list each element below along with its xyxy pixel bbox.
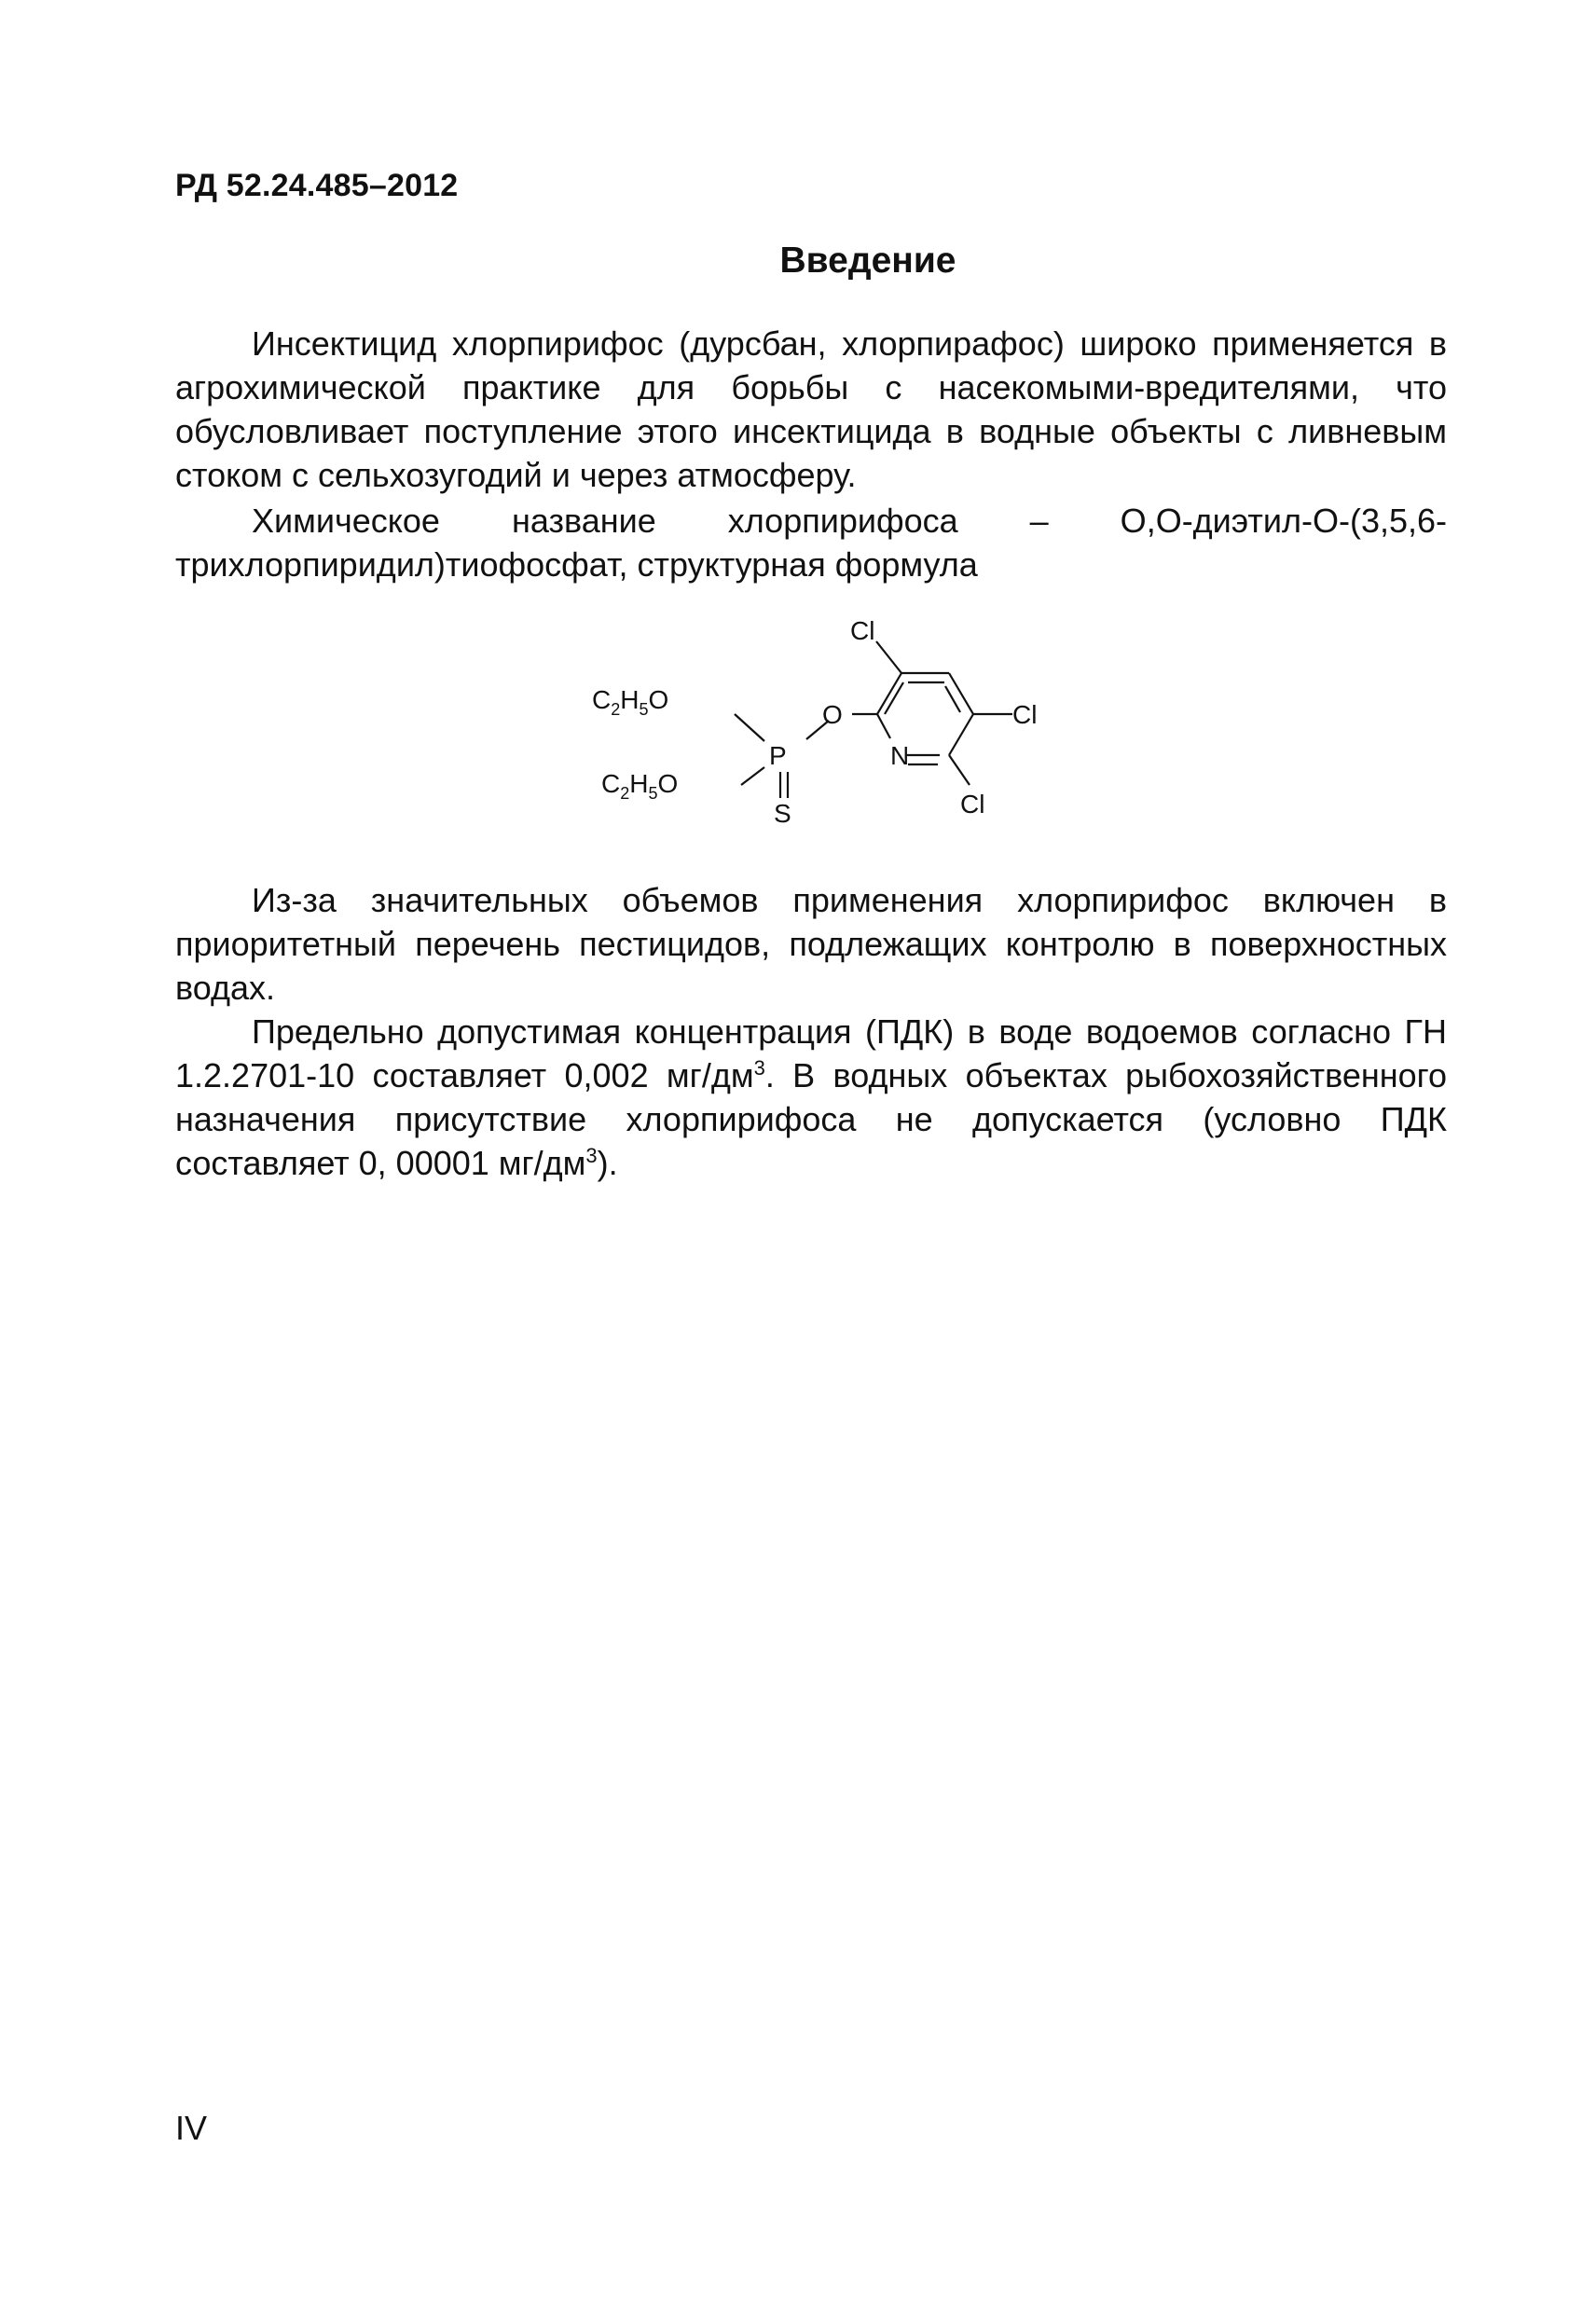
document-code: РД 52.24.485–2012: [175, 168, 459, 203]
paragraph-3: [175, 878, 1447, 1010]
page-number: IV: [175, 2109, 208, 2147]
chlorine-label: Cl: [960, 790, 985, 819]
paragraph-2-text: Химическое название хлорпирифоса – О,О-диэтил-О-(3,5,6-трихлорпиридил)тиофосфат, структурная формула: [175, 502, 1447, 584]
chlorine-label: Cl: [1012, 700, 1038, 729]
paragraph-4-text: ).: [597, 1144, 618, 1182]
paragraph-4-text: Предельно допустимая концентрация (ПДК) в воде водоемов согласно ГН 1.2.2701-10 составляет 0,002 мг/дм: [175, 1012, 1447, 1094]
bridge-oxygen-label: O: [822, 700, 843, 729]
paragraph-1: [175, 322, 1447, 497]
section-heading: Введение: [779, 241, 956, 281]
paragraph-4-text: . В водных объектах рыбохозяйственного назначения присутствие хлорпирифоса не допускается (условно ПДК составляет 0, 00001 мг/дм: [175, 1056, 1447, 1182]
superscript: 3: [753, 1056, 765, 1080]
paragraph-4: [175, 1010, 1447, 1185]
ethoxy-group-bottom: $C_2H_5O$: [601, 769, 679, 803]
paragraph-1-text: Инсектицид хлорпирифос (дурсбан, хлорпирафос) широко применяется в агрохимической практике для борьбы с насекомыми-вредителями, что обусловливает поступление этого инсектицида в водные объекты с ливневым стоком с сельхозугодий и через атмосферу.: [175, 324, 1447, 494]
superscript: 3: [585, 1144, 598, 1167]
paragraph-3-text: Из-за значительных объемов применения хлорпирифос включен в приоритетный перечень пестицидов, подлежащих контролю в поверхностных водах.: [175, 881, 1447, 1007]
structural-formula: [578, 615, 1063, 848]
paragraph-2: [175, 499, 1447, 586]
sulfur-label: S: [774, 799, 791, 828]
phosphorus-label: P: [769, 741, 787, 770]
ethoxy-group-top: $C_2H_5O$: [592, 685, 669, 719]
nitrogen-label: N: [890, 741, 910, 770]
chlorine-label: Cl: [850, 616, 875, 645]
